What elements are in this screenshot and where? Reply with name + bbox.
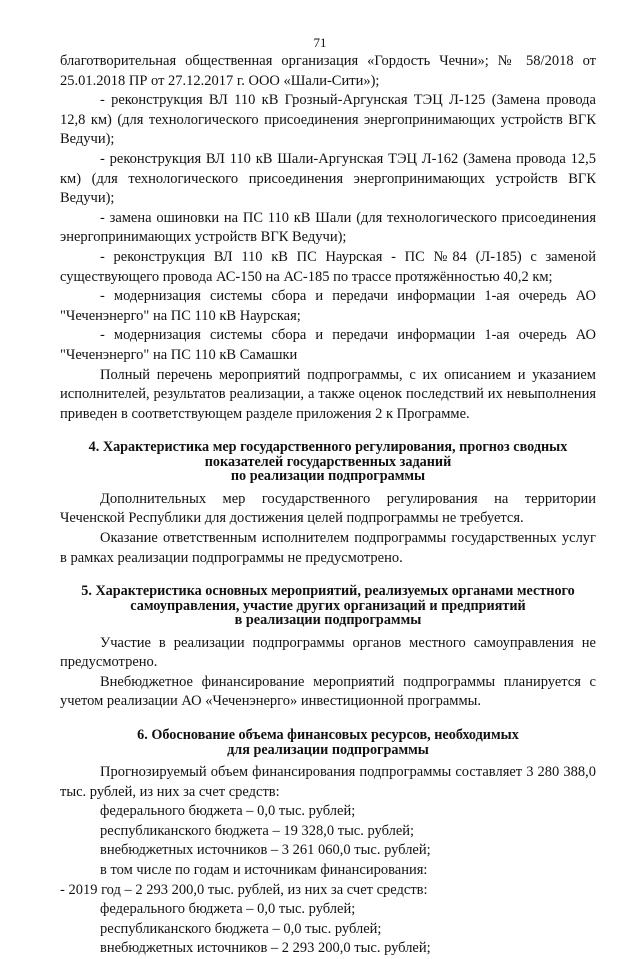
funding-line: республиканского бюджета – 0,0 тыс. рублей; xyxy=(100,920,382,937)
paragraph: Оказание ответственным исполнителем подпрограммы государственных услуг в рамках реализации подпрограммы не предусмотрено. xyxy=(60,529,596,566)
heading-line: 6. Обоснование объема финансовых ресурсов, необходимых xyxy=(137,727,519,744)
page-number: 71 xyxy=(313,35,327,50)
heading-line: для реализации подпрограммы xyxy=(227,741,429,758)
funding-line: федерального бюджета – 0,0 тыс. рублей; xyxy=(100,803,356,820)
list-item: - замена ошиновки на ПС 110 кВ Шали (для технологического присоединения энергопринимающих устройств ВГК Ведучи); xyxy=(60,209,596,246)
funding-line: республиканского бюджета – 19 328,0 тыс. рублей; xyxy=(100,822,415,839)
page-content xyxy=(60,52,596,959)
paragraph: Прогнозируемый объем финансирования подпрограммы составляет 3 280 388,0 тыс. рублей, из них за счет средств: xyxy=(60,764,596,800)
paragraph: Полный перечень мероприятий подпрограммы, с их описанием и указанием исполнителей, результатов реализации, а также оценок последствий их невыполнения приведен в соответствующем разделе приложения 2 к Программе. xyxy=(60,366,596,422)
heading-line: самоуправления, участие других организаций и предприятий xyxy=(130,597,526,614)
heading-line: по реализации подпрограммы xyxy=(230,468,426,485)
heading-line: показателей государственных заданий xyxy=(204,453,452,470)
list-item: - реконструкция ВЛ 110 кВ Грозный-Аргунская ТЭЦ Л-125 (Замена провода 12,8 км) (для технологического присоединения энергопринимающих устройств ВГК Ведучи); xyxy=(60,92,596,148)
section-heading xyxy=(60,584,596,628)
paragraph: Внебюджетное финансирование мероприятий подпрограммы планируется с учетом реализации АО «Чеченэнерго» инвестиционной программы. xyxy=(60,673,596,710)
heading-line: 5. Характеристика основных мероприятий, реализуемых органами местного xyxy=(81,583,575,600)
paragraph: Участие в реализации подпрограммы органов местного самоуправления не предусмотрено. xyxy=(60,634,596,671)
list-item: - реконструкция ВЛ 110 кВ ПС Наурская - ПС №84 (Л-185) с заменой существующего провода АС-150 на АС-185 по трассе протяжённостью 40,2 км; xyxy=(60,248,596,285)
list-item: - реконструкция ВЛ 110 кВ Шали-Аргунская ТЭЦ Л-162 (Замена провода 12,5 км) (для технологического присоединения энергопринимающих устройств ВГК Ведучи); xyxy=(60,150,596,207)
paragraph: благотворительная общественная организация «Гордость Чечни»; № 58/2018 от 25.01.2018 ПР от 27.12.2017 г. ООО «Шали-Сити»); xyxy=(60,53,596,89)
list-item: - модернизация системы сбора и передачи информации 1-ая очередь АО "Чеченэнерго" на ПС 110 кВ Самашки xyxy=(60,327,596,363)
heading-line: в реализации подпрограммы xyxy=(234,612,422,629)
year-line: - 2019 год – 2 293 200,0 тыс. рублей, из них за счет средств: xyxy=(60,881,428,898)
list-item: - модернизация системы сбора и передачи информации 1-ая очередь АО "Чеченэнерго" на ПС 110 кВ Наурская; xyxy=(60,288,596,324)
funding-line: в том числе по годам и источникам финансирования: xyxy=(100,862,428,878)
funding-line: внебюджетных источников – 2 293 200,0 тыс. рублей; xyxy=(100,940,431,957)
heading-line: 4. Характеристика мер государственного регулирования, прогноз сводных xyxy=(88,439,568,456)
section-heading xyxy=(60,728,596,757)
funding-line: внебюджетных источников – 3 261 060,0 тыс. рублей; xyxy=(100,842,431,859)
funding-line: федерального бюджета – 0,0 тыс. рублей; xyxy=(100,901,356,918)
paragraph: Дополнительных мер государственного регулирования на территории Чеченской Республики для достижения целей подпрограммы не требуется. xyxy=(60,490,596,527)
section-heading xyxy=(60,440,596,484)
